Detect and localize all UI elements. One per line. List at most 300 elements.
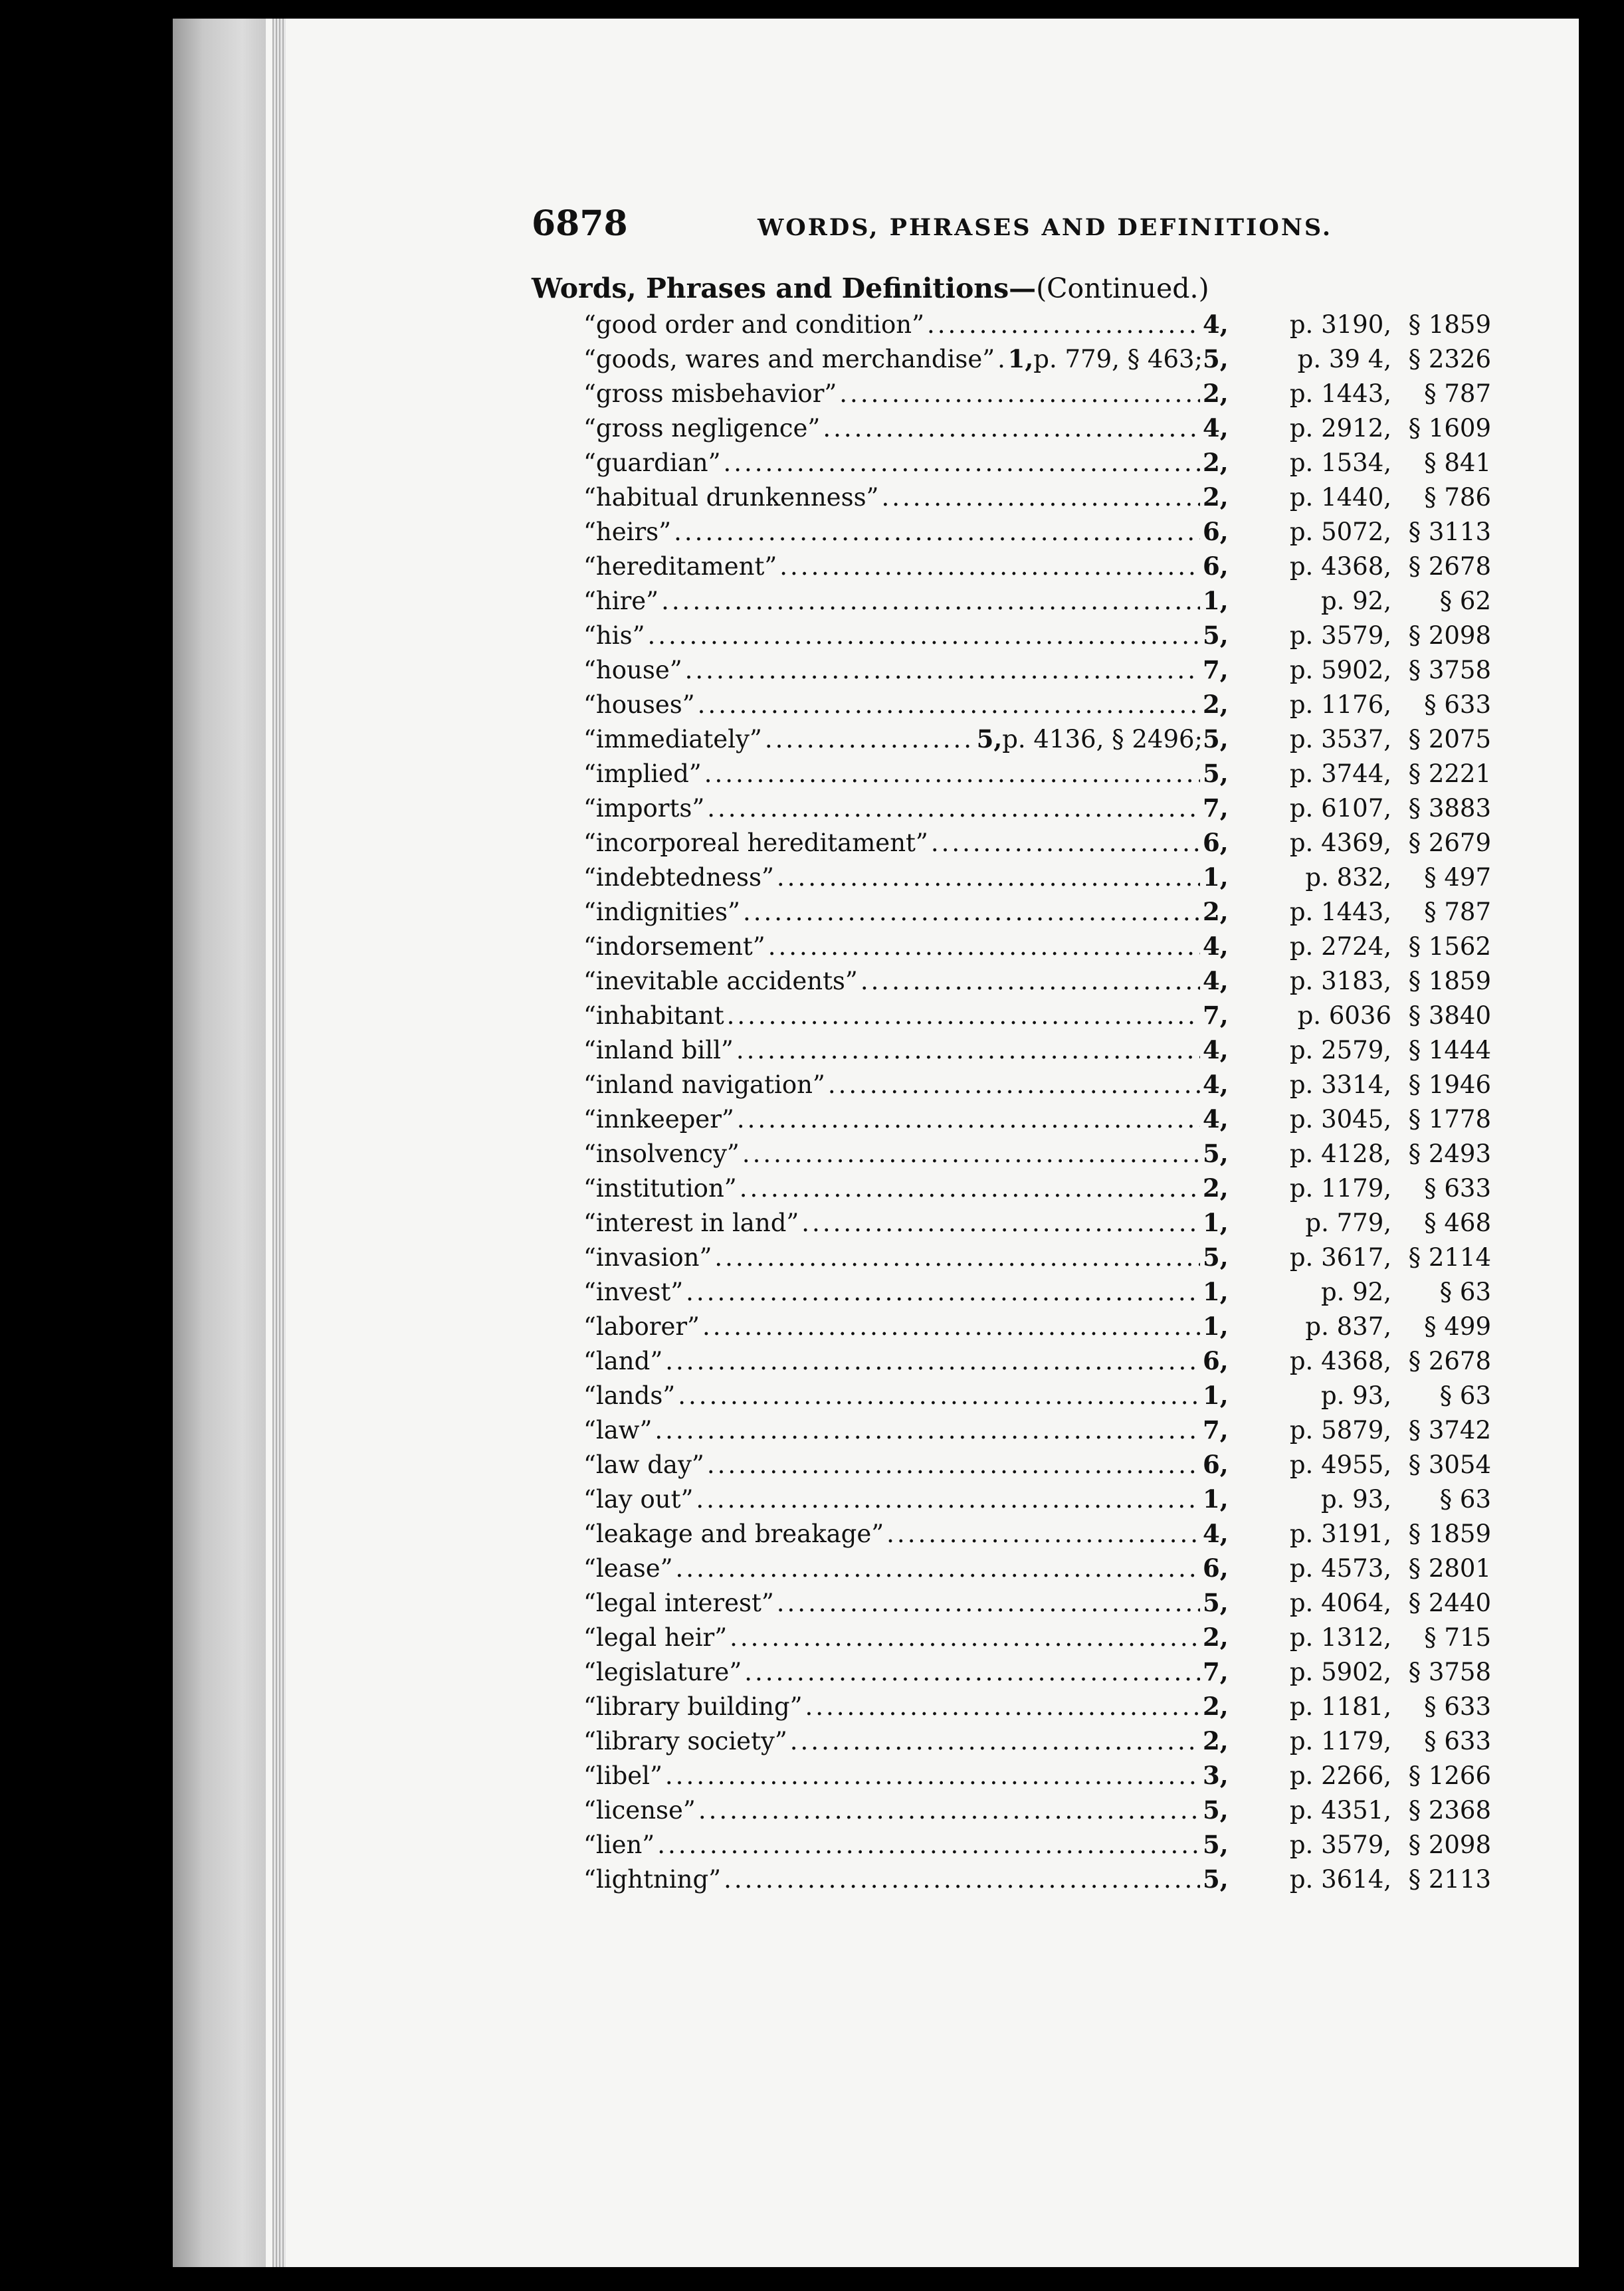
entry-section: § 1859 — [1408, 310, 1491, 339]
entry-page: p. 3579, — [1289, 621, 1391, 650]
entry-section: § 715 — [1424, 1623, 1491, 1652]
entry-volume: 6, — [1203, 1346, 1229, 1375]
entry-volume: 5, — [1203, 759, 1229, 788]
entry-volume: 2, — [1203, 897, 1229, 926]
entry-citation — [1203, 1484, 1491, 1514]
index-entry — [583, 932, 1491, 966]
entry-page: p. 39 4, — [1297, 345, 1391, 373]
entry-page: p. 3537, — [1289, 725, 1391, 753]
leader-dots — [698, 690, 1200, 719]
entry-section: § 2679 — [1408, 829, 1491, 857]
entry-term: “library society” — [583, 1727, 787, 1755]
index-entry — [583, 1553, 1491, 1588]
index-entry — [583, 690, 1491, 724]
entry-volume: 1, — [1203, 1277, 1229, 1306]
entry-page: p. 1440, — [1289, 483, 1391, 512]
index-entry — [583, 1623, 1491, 1657]
entry-section: § 497 — [1424, 863, 1491, 892]
index-entry — [583, 1173, 1491, 1208]
entry-term: “hereditament” — [583, 552, 777, 581]
entry-term: “innkeeper” — [583, 1105, 734, 1134]
index-entry — [583, 759, 1491, 793]
entry-page: p. 1534, — [1289, 448, 1391, 477]
entry-citation — [1203, 413, 1491, 443]
entry-volume: 2, — [1203, 482, 1229, 512]
leader-dots — [744, 1658, 1200, 1686]
entry-citation — [1203, 1450, 1491, 1479]
entry-page: p. 2579, — [1289, 1036, 1391, 1064]
page-number: 6878 — [532, 203, 628, 244]
index-entry — [583, 1277, 1491, 1312]
entry-term: “libel” — [583, 1761, 662, 1790]
index-entry — [583, 1864, 1491, 1899]
entry-volume: 5, — [1203, 344, 1229, 373]
entry-page: p. 1179, — [1289, 1174, 1391, 1203]
entry-term: “indebtedness” — [583, 863, 774, 892]
index-entry — [583, 517, 1491, 551]
entry-page: p. 1443, — [1289, 898, 1391, 926]
leader-dots — [655, 1416, 1200, 1444]
index-entry — [583, 1415, 1491, 1450]
entry-term: “legislature” — [583, 1658, 742, 1686]
entry-term: “legal heir” — [583, 1623, 728, 1652]
entry-citation — [1203, 932, 1491, 961]
entry-volume: 5, — [1203, 1588, 1229, 1617]
index-entry — [583, 310, 1491, 344]
entry-citation — [1203, 1035, 1491, 1064]
entry-page: p. 4368, — [1289, 552, 1391, 581]
entry-page: p. 4955, — [1289, 1450, 1391, 1479]
index-entry — [583, 1657, 1491, 1692]
index-entry — [583, 1346, 1491, 1381]
entry-section: § 2113 — [1408, 1865, 1491, 1894]
entry-term: “invasion” — [583, 1243, 712, 1272]
leader-dots — [674, 518, 1200, 546]
leader-dots — [742, 1140, 1200, 1168]
entry-page: p. 4369, — [1289, 829, 1391, 857]
entry-volume: 1, — [1203, 586, 1229, 615]
index-entry — [583, 1692, 1491, 1726]
index-entry — [583, 1001, 1491, 1035]
entry-citation — [1203, 1830, 1491, 1859]
entry-page: p. 1312, — [1289, 1623, 1391, 1652]
section-heading-continued: (Continued.) — [1036, 272, 1209, 304]
entry-volume: 2, — [1203, 448, 1229, 477]
entry-citation — [1203, 344, 1491, 373]
entry-citation — [1203, 1346, 1491, 1375]
leader-dots — [777, 1589, 1200, 1617]
entry-section: § 2098 — [1408, 621, 1491, 650]
entry-term: “inhabitant — [583, 1001, 724, 1030]
entry-term: “heirs” — [583, 518, 672, 546]
page-stack-edge — [272, 13, 286, 2272]
index-entry — [583, 1484, 1491, 1519]
entry-section: § 1444 — [1408, 1036, 1491, 1064]
entry-volume: 4, — [1203, 966, 1229, 995]
entry-citation — [1203, 1692, 1491, 1721]
entry-citation — [1203, 655, 1491, 684]
index-entry — [583, 1830, 1491, 1864]
entry-section: § 63 — [1439, 1485, 1491, 1514]
entry-volume: 7, — [1203, 793, 1229, 823]
entry-section: § 2114 — [1408, 1243, 1491, 1272]
entry-section: § 2493 — [1408, 1140, 1491, 1168]
entry-section: § 3054 — [1408, 1450, 1491, 1479]
entry-term: “incorporeal hereditament” — [583, 829, 928, 857]
leader-dots — [801, 1209, 1200, 1237]
entry-term: “lightning” — [583, 1865, 722, 1894]
entry-section: § 3758 — [1408, 1658, 1491, 1686]
entry-citation — [1203, 1277, 1491, 1306]
entry-page: p. 832, — [1305, 863, 1391, 892]
entry-page: p. 6107, — [1289, 794, 1391, 823]
leader-dots — [737, 1105, 1200, 1134]
entry-volume: 2, — [1203, 1726, 1229, 1755]
entry-citation — [1203, 621, 1491, 650]
entry-term: “lease” — [583, 1554, 673, 1583]
leader-dots — [702, 1312, 1200, 1341]
entry-section: § 2326 — [1408, 345, 1491, 373]
entry-page: p. 5072, — [1289, 518, 1391, 546]
entry-volume: 7, — [1203, 1657, 1229, 1686]
entry-citation — [1203, 1243, 1491, 1272]
entry-term: “license” — [583, 1796, 696, 1825]
leader-dots — [931, 829, 1200, 857]
entry-citation — [1203, 1208, 1491, 1237]
entry-volume: 6, — [1203, 1553, 1229, 1583]
leader-dots — [768, 932, 1200, 961]
entry-volume: 4, — [1203, 310, 1229, 339]
leader-dots — [657, 1831, 1200, 1859]
entry-term: “legal interest” — [583, 1589, 774, 1617]
entry-section: § 2440 — [1408, 1589, 1491, 1617]
index-entry — [583, 1070, 1491, 1104]
entry-citation — [1203, 1761, 1491, 1790]
entry-page: p. 5879, — [1289, 1416, 1391, 1444]
entry-section: § 63 — [1439, 1381, 1491, 1410]
entry-term: “institution” — [583, 1174, 737, 1203]
entry-page: p. 779, — [1305, 1209, 1391, 1237]
entry-section: § 63 — [1439, 1278, 1491, 1306]
leader-dots — [997, 345, 1005, 373]
entry-section: § 1859 — [1408, 967, 1491, 995]
leader-dots — [707, 794, 1200, 823]
leader-dots — [727, 1001, 1200, 1030]
entry-section: § 2678 — [1408, 552, 1491, 581]
leader-dots — [805, 1692, 1201, 1721]
entry-section: § 1946 — [1408, 1070, 1491, 1099]
entry-volume: 2, — [1203, 379, 1229, 408]
entry-section: § 2801 — [1408, 1554, 1491, 1583]
entry-term: “implied” — [583, 759, 702, 788]
index-entry — [583, 966, 1491, 1001]
entry-term: “immediately” — [583, 725, 762, 753]
entry-volume: 1, — [1203, 1312, 1229, 1341]
entry-volume: 5, — [1203, 1864, 1229, 1894]
entry-citation — [1203, 1623, 1491, 1652]
entry-page: p. 1443, — [1289, 379, 1391, 408]
entry-extra-volume: 1, — [1007, 344, 1034, 373]
entry-citation — [1203, 1519, 1491, 1548]
entry-citation — [1203, 1657, 1491, 1686]
leader-dots — [724, 448, 1201, 477]
entry-section: § 633 — [1424, 1727, 1491, 1755]
leader-dots — [886, 1520, 1200, 1548]
entry-citation — [1203, 1588, 1491, 1617]
entry-volume: 4, — [1203, 1035, 1229, 1064]
index-entry — [583, 448, 1491, 482]
entry-page: p. 3045, — [1289, 1105, 1391, 1134]
entry-section: § 1609 — [1408, 414, 1491, 443]
entry-section: § 499 — [1424, 1312, 1491, 1341]
entry-page: p. 4064, — [1289, 1589, 1391, 1617]
entry-citation — [1203, 1001, 1491, 1030]
leader-dots — [685, 656, 1200, 684]
entry-section: § 1562 — [1408, 932, 1491, 961]
entry-term: “habitual drunkenness” — [583, 483, 879, 512]
entry-term: “house” — [583, 656, 682, 684]
entry-section: § 787 — [1424, 898, 1491, 926]
entry-section: § 3113 — [1408, 518, 1491, 546]
index-entry — [583, 828, 1491, 862]
entry-page: p. 3617, — [1289, 1243, 1391, 1272]
entry-term: “invest” — [583, 1278, 684, 1306]
entry-term: “laborer” — [583, 1312, 700, 1341]
entry-citation — [1203, 1104, 1491, 1134]
entry-term: “imports” — [583, 794, 705, 823]
entry-page: p. 93, — [1320, 1381, 1391, 1410]
entry-citation — [1203, 379, 1491, 408]
entry-volume: 7, — [1203, 1415, 1229, 1444]
entry-term: “leakage and breakage” — [583, 1520, 884, 1548]
leader-dots — [743, 898, 1200, 926]
entry-citation — [1203, 517, 1491, 546]
entry-page: p. 2724, — [1289, 932, 1391, 961]
entry-section: § 1266 — [1408, 1761, 1491, 1790]
entry-extra-volume: 5, — [976, 724, 1003, 753]
index-entry — [583, 379, 1491, 413]
entry-term: “law” — [583, 1416, 653, 1444]
entry-volume: 1, — [1203, 1484, 1229, 1514]
entry-term: “law day” — [583, 1450, 704, 1479]
entry-citation — [1203, 966, 1491, 995]
index-entry — [583, 1761, 1491, 1795]
entry-section: § 633 — [1424, 1174, 1491, 1203]
entry-section: § 633 — [1424, 690, 1491, 719]
entry-page: p. 3183, — [1289, 967, 1391, 995]
index-entry — [583, 897, 1491, 932]
entry-volume: 5, — [1203, 621, 1229, 650]
index-entry — [583, 551, 1491, 586]
entry-volume: 1, — [1203, 1381, 1229, 1410]
book-gutter-edge — [173, 0, 272, 2291]
index-entry — [583, 793, 1491, 828]
entry-section: § 786 — [1424, 483, 1491, 512]
entry-citation — [1203, 482, 1491, 512]
entry-page: p. 1179, — [1289, 1727, 1391, 1755]
entry-volume: 2, — [1203, 690, 1229, 719]
leader-dots — [828, 1070, 1200, 1099]
entry-citation — [1203, 793, 1491, 823]
entry-citation — [1203, 1070, 1491, 1099]
entry-section: § 2221 — [1408, 759, 1491, 788]
entry-section: § 787 — [1424, 379, 1491, 408]
entry-citation — [1203, 897, 1491, 926]
index-entry — [583, 1139, 1491, 1173]
leader-dots — [740, 1174, 1200, 1203]
entry-citation — [1203, 1795, 1491, 1825]
index-entry — [583, 586, 1491, 621]
entry-term: “his” — [583, 621, 645, 650]
entry-page: p. 3614, — [1289, 1865, 1391, 1894]
entry-section: § 1859 — [1408, 1520, 1491, 1548]
index-entry — [583, 1243, 1491, 1277]
entry-volume: 1, — [1203, 1208, 1229, 1237]
index-entry — [583, 1381, 1491, 1415]
entry-page: p. 5902, — [1289, 656, 1391, 684]
entry-volume: 2, — [1203, 1692, 1229, 1721]
entry-volume: 4, — [1203, 413, 1229, 443]
entry-page: p. 3744, — [1289, 759, 1391, 788]
entry-page: p. 3314, — [1289, 1070, 1391, 1099]
entry-volume: 7, — [1203, 655, 1229, 684]
entry-extra-citation: p. 779, § 463; — [1033, 345, 1203, 373]
leader-dots — [777, 863, 1200, 892]
entry-citation — [1203, 448, 1491, 477]
leader-dots — [714, 1243, 1200, 1272]
entry-volume: 2, — [1203, 1173, 1229, 1203]
scan-top-border — [173, 0, 1624, 19]
entry-term: “good order and condition” — [583, 310, 924, 339]
entry-page: p. 93, — [1320, 1485, 1391, 1514]
index-entry — [583, 1450, 1491, 1484]
definitions-index — [583, 310, 1491, 1899]
entry-page: p. 4128, — [1289, 1140, 1391, 1168]
entry-section: § 633 — [1424, 1692, 1491, 1721]
leader-dots — [790, 1727, 1200, 1755]
leader-dots — [779, 552, 1200, 581]
index-entry — [583, 1035, 1491, 1070]
entry-page: p. 4351, — [1289, 1796, 1391, 1825]
entry-term: “inevitable accidents” — [583, 967, 858, 995]
entry-term: “gross negligence” — [583, 414, 821, 443]
entry-page: p. 2912, — [1289, 414, 1391, 443]
entry-term: “lay out” — [583, 1485, 694, 1514]
entry-citation — [1203, 1553, 1491, 1583]
entry-term: “interest in land” — [583, 1209, 799, 1237]
index-entry — [583, 1208, 1491, 1243]
leader-dots — [730, 1623, 1200, 1652]
index-entry — [583, 482, 1491, 517]
entry-volume: 4, — [1203, 932, 1229, 961]
entry-volume: 6, — [1203, 828, 1229, 857]
leader-dots — [686, 1278, 1200, 1306]
entry-volume: 6, — [1203, 551, 1229, 581]
entry-citation — [1203, 1139, 1491, 1168]
entry-term: “land” — [583, 1347, 663, 1375]
entry-volume: 6, — [1203, 1450, 1229, 1479]
entry-citation — [1203, 1415, 1491, 1444]
entry-term: “hire” — [583, 587, 659, 615]
leader-dots — [661, 587, 1200, 615]
entry-term: “guardian” — [583, 448, 721, 477]
index-entry — [583, 862, 1491, 897]
leader-dots — [665, 1761, 1200, 1790]
entry-term: “library building” — [583, 1692, 803, 1721]
index-entry — [583, 1312, 1491, 1346]
entry-volume: 4, — [1203, 1519, 1229, 1548]
leader-dots — [823, 414, 1200, 443]
entry-volume: 7, — [1203, 1001, 1229, 1030]
index-entry — [583, 344, 1491, 379]
entry-section: § 2678 — [1408, 1347, 1491, 1375]
leader-dots — [736, 1036, 1200, 1064]
entry-term: “inland bill” — [583, 1036, 734, 1064]
entry-citation — [1203, 1864, 1491, 1894]
entry-volume: 5, — [1203, 724, 1229, 753]
entry-term: “gross misbehavior” — [583, 379, 837, 408]
entry-page: p. 6036 — [1297, 1001, 1391, 1030]
entry-volume: 2, — [1203, 1623, 1229, 1652]
section-heading-title: Words, Phrases and Definitions— — [532, 272, 1037, 304]
entry-page: p. 837, — [1305, 1312, 1391, 1341]
leader-dots — [881, 483, 1200, 512]
index-entry — [583, 1519, 1491, 1553]
leader-dots — [927, 310, 1200, 339]
section-heading — [532, 272, 1209, 304]
entry-page: p. 3191, — [1289, 1520, 1391, 1548]
index-entry — [583, 621, 1491, 655]
index-entry — [583, 1795, 1491, 1830]
entry-volume: 4, — [1203, 1070, 1229, 1099]
leader-dots — [839, 379, 1200, 408]
index-entry — [583, 655, 1491, 690]
entry-citation — [1203, 862, 1491, 892]
entry-citation — [1203, 586, 1491, 615]
entry-section: § 3840 — [1408, 1001, 1491, 1030]
entry-volume: 5, — [1203, 1830, 1229, 1859]
leader-dots — [678, 1381, 1200, 1410]
entry-section: § 1778 — [1408, 1105, 1491, 1134]
leader-dots — [704, 759, 1200, 788]
leader-dots — [724, 1865, 1200, 1894]
entry-page: p. 5902, — [1289, 1658, 1391, 1686]
entry-citation — [1203, 1726, 1491, 1755]
entry-page: p. 4368, — [1289, 1347, 1391, 1375]
entry-page: p. 92, — [1320, 587, 1391, 615]
entry-term: “inland navigation” — [583, 1070, 825, 1099]
entry-volume: 5, — [1203, 1795, 1229, 1825]
scan-bottom-border — [173, 2267, 1624, 2291]
index-entry — [583, 1104, 1491, 1139]
leader-dots — [861, 967, 1200, 995]
entry-page: p. 92, — [1320, 1278, 1391, 1306]
entry-term: “indignities” — [583, 898, 740, 926]
entry-volume: 5, — [1203, 1139, 1229, 1168]
entry-citation — [1203, 724, 1491, 753]
leader-dots — [765, 725, 974, 753]
entry-page: p. 3579, — [1289, 1831, 1391, 1859]
entry-term: “houses” — [583, 690, 695, 719]
index-entry — [583, 1726, 1491, 1761]
entry-section: § 2368 — [1408, 1796, 1491, 1825]
entry-section: § 3742 — [1408, 1416, 1491, 1444]
entry-volume: 1, — [1203, 862, 1229, 892]
entry-extra-citation: p. 4136, § 2496; — [1002, 725, 1203, 753]
entry-page: p. 1181, — [1289, 1692, 1391, 1721]
entry-term: “lands” — [583, 1381, 676, 1410]
entry-section: § 468 — [1424, 1209, 1491, 1237]
